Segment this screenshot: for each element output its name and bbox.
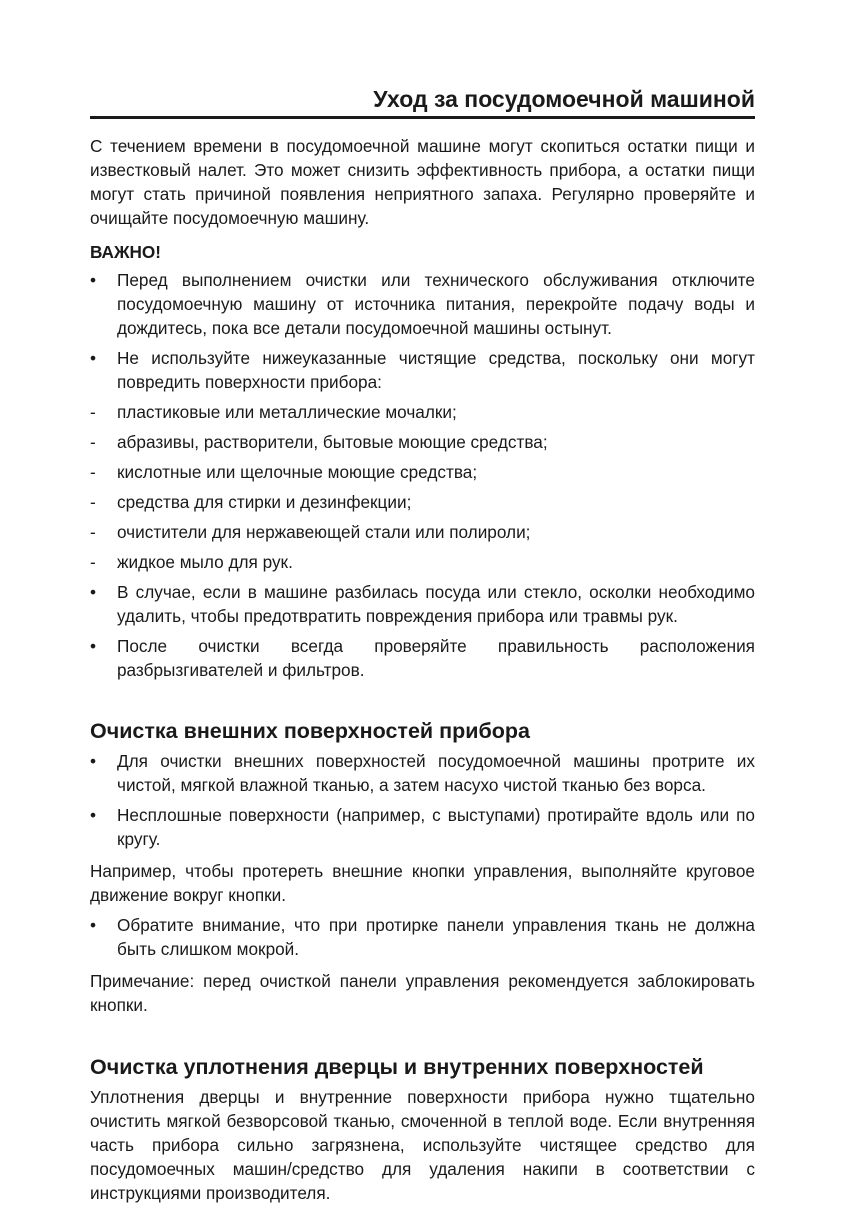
dash-item-text: очистители для нержавеющей стали или полироли; <box>117 522 531 542</box>
bullet-mark: • <box>90 270 97 290</box>
important-label: ВАЖНО! <box>90 242 162 262</box>
dash-item <box>90 430 755 454</box>
list-item <box>90 580 755 628</box>
list-item-text: Не используйте нижеуказанные чистящие средства, поскольку они могут повредить поверхности прибора: <box>117 348 755 392</box>
dash-item <box>90 550 755 574</box>
page-title: Уход за посудомоечной машиной <box>373 86 755 112</box>
page-content <box>90 134 755 1205</box>
header-divider <box>90 116 755 119</box>
example-paragraph: Например, чтобы протереть внешние кнопки управления, выполняйте круговое движение вокруг кнопки. <box>90 861 755 905</box>
list-item <box>90 634 755 682</box>
bullet-mark: • <box>90 751 97 771</box>
dash-mark: - <box>90 462 96 482</box>
dash-item <box>90 490 755 514</box>
dash-mark: - <box>90 552 96 572</box>
section-heading-exterior: Очистка внешних поверхностей прибора <box>90 719 530 743</box>
bullet-mark: • <box>90 582 97 602</box>
intro-paragraph: С течением времени в посудомоечной машине могут скопиться остатки пищи и известковый налет. Это может снизить эффективность прибора, а остатки пищи могут стать причиной появления неприятного запаха. Регулярно проверяйте и очищайте посудомоечную машину. <box>90 136 755 228</box>
dash-mark: - <box>90 492 96 512</box>
bullet-mark: • <box>90 636 97 656</box>
dash-item-text: кислотные или щелочные моющие средства; <box>117 462 478 482</box>
bullet-mark: • <box>90 915 97 935</box>
dash-item-text: абразивы, растворители, бытовые моющие средства; <box>117 432 548 452</box>
list-item <box>90 268 755 340</box>
note-paragraph: Примечание: перед очисткой панели управления рекомендуется заблокировать кнопки. <box>90 971 755 1015</box>
section-heading-interior: Очистка уплотнения дверцы и внутренних поверхностей <box>90 1055 704 1079</box>
list-item-text: После очистки всегда проверяйте правильность расположения разбрызгивателей и фильтров. <box>117 636 755 680</box>
list-item <box>90 803 755 851</box>
exterior-list-2 <box>90 913 755 961</box>
dash-mark: - <box>90 432 96 452</box>
list-item-text: Обратите внимание, что при протирке панели управления ткань не должна быть слишком мокрой. <box>117 915 755 959</box>
bullet-mark: • <box>90 805 97 825</box>
bullet-mark: • <box>90 348 97 368</box>
dash-item-text: пластиковые или металлические мочалки; <box>117 402 457 422</box>
list-item <box>90 913 755 961</box>
list-item-text: В случае, если в машине разбилась посуда или стекло, осколки необходимо удалить, чтобы предотвратить повреждения прибора или травмы рук. <box>117 582 755 626</box>
dash-mark: - <box>90 522 96 542</box>
dash-item <box>90 520 755 544</box>
dash-item-text: средства для стирки и дезинфекции; <box>117 492 412 512</box>
exterior-list <box>90 749 755 851</box>
dash-item <box>90 400 755 424</box>
list-item-text: Несплошные поверхности (например, с выступами) протирайте вдоль или по кругу. <box>117 805 755 849</box>
interior-paragraph: Уплотнения дверцы и внутренние поверхности прибора нужно тщательно очистить мягкой безворсовой тканью, смоченной в теплой воде. Если внутренняя часть прибора сильно загрязнена, используйте чистящее средство для посудомоечных машин/средство для удаления накипи в соответствии с инструкциями производителя. <box>90 1087 755 1203</box>
important-list <box>90 268 755 682</box>
list-item <box>90 749 755 797</box>
list-item-text: Перед выполнением очистки или технического обслуживания отключите посудомоечную машину от источника питания, перекройте подачу воды и дождитесь, пока все детали посудомоечной машины остынут. <box>117 270 755 338</box>
dash-mark: - <box>90 402 96 422</box>
list-item-text: Для очистки внешних поверхностей посудомоечной машины протрите их чистой, мягкой влажной тканью, а затем насухо чистой тканью без ворса. <box>117 751 755 795</box>
list-item <box>90 346 755 394</box>
dash-item-text: жидкое мыло для рук. <box>117 552 293 572</box>
dash-item <box>90 460 755 484</box>
